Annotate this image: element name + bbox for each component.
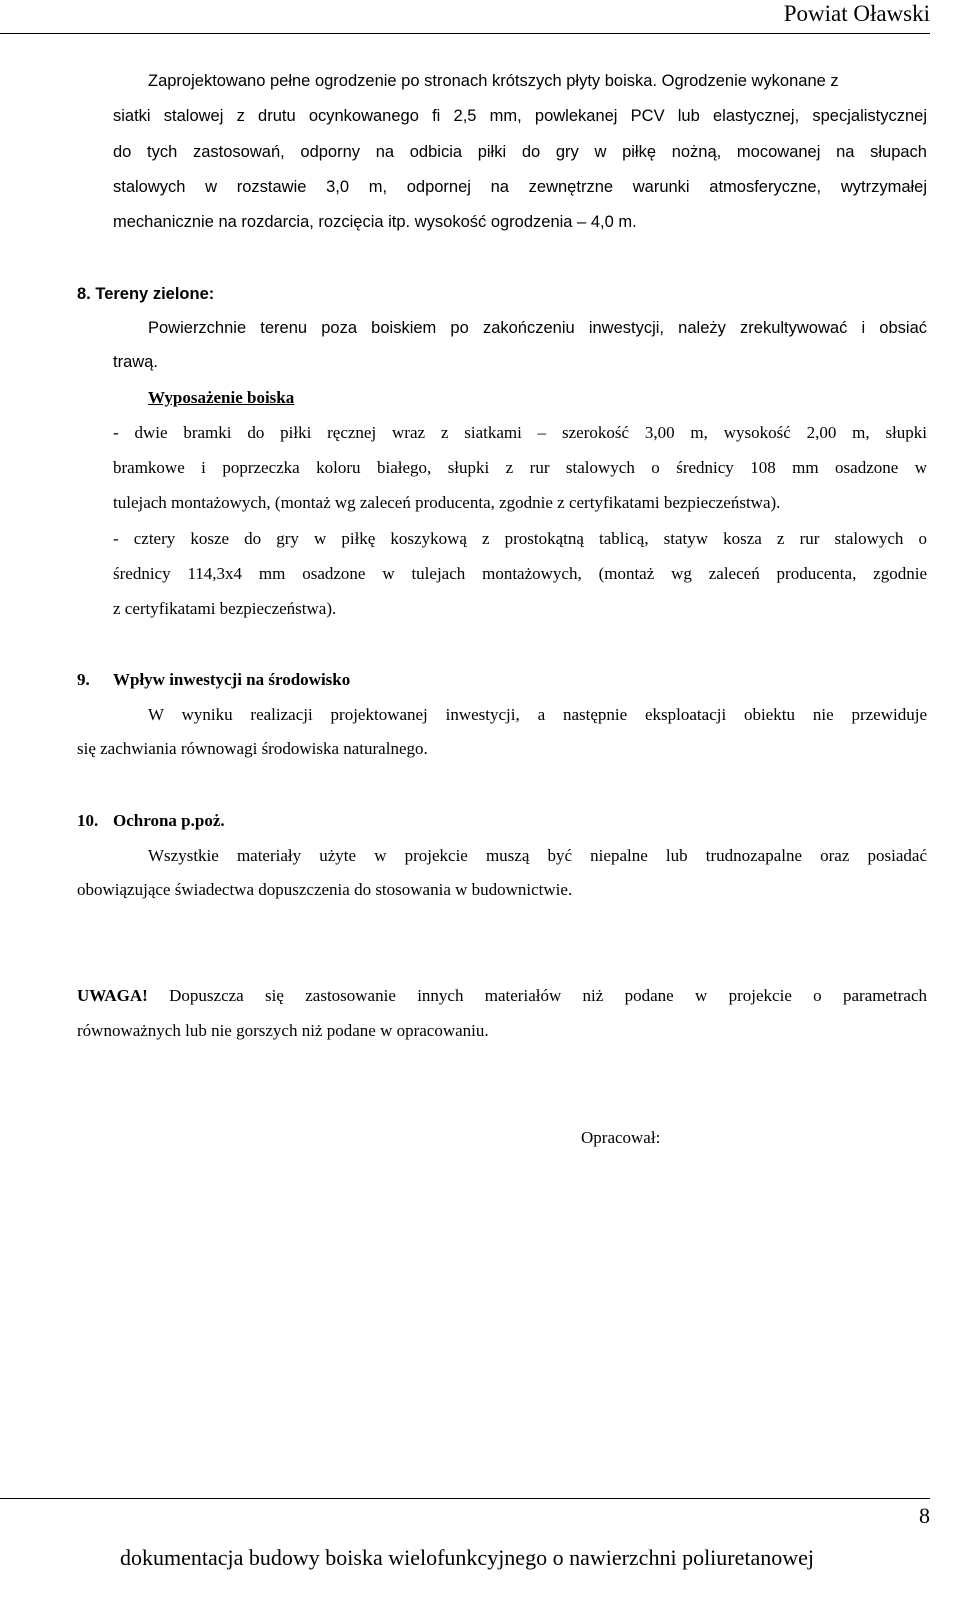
section-10-line-2: obowiązujące świadectwa dopuszczenia do stosowania w budownictwie. xyxy=(77,880,573,899)
intro-line-4: stalowych w rozstawie 3,0 m, odpornej na zewnętrzne warunki atmosferyczne, wytrzymałej xyxy=(113,178,927,196)
section-9-number: 9. xyxy=(77,670,90,689)
section-9-line-2: się zachwiania równowagi środowiska naturalnego. xyxy=(77,739,428,758)
equipment-line-2: bramkowe i poprzeczka koloru białego, słupki z rur stalowych o średnicy 108 mm osadzone w xyxy=(113,458,927,477)
equipment-heading: Wyposażenie boiska xyxy=(148,388,295,407)
note-text: Dopuszcza się zastosowanie innych materiałów niż podane w projekcie o parametrach xyxy=(169,986,927,1005)
section-10-line-1: Wszystkie materiały użyte w projekcie muszą być niepalne lub trudnozapalne oraz posiadać xyxy=(148,846,927,865)
footer-text: dokumentacja budowy boiska wielofunkcyjnego o nawierzchni poliuretanowej xyxy=(120,1545,815,1570)
section-8-line-2: trawą. xyxy=(113,353,158,371)
note-label: UWAGA! xyxy=(77,986,148,1005)
section-8-heading: 8. Tereny zielone: xyxy=(77,285,215,303)
section-8-line-1: Powierzchnie terenu poza boiskiem po zakończeniu inwestycji, należy zrekultywować i obsiać xyxy=(148,319,927,337)
equipment-line-3: tulejach montażowych, (montaż wg zaleceń producenta, zgodnie z certyfikatami bezpieczeństwa). xyxy=(113,493,781,512)
intro-line-1: Zaprojektowano pełne ogrodzenie po stronach krótszych płyty boiska. Ogrodzenie wykonane z xyxy=(148,72,839,90)
footer-divider xyxy=(0,1498,930,1499)
section-10-heading: Ochrona p.poż. xyxy=(113,811,225,830)
signature-label: Opracował: xyxy=(581,1128,661,1147)
equipment-line-1: - dwie bramki do piłki ręcznej wraz z siatkami – szerokość 3,00 m, wysokość 2,00 m, słupki xyxy=(113,423,927,442)
note-line-2: równoważnych lub nie gorszych niż podane w opracowaniu. xyxy=(77,1021,489,1040)
intro-line-2: siatki stalowej z drutu ocynkowanego fi 2,5 mm, powlekanej PCV lub elastycznej, specjalistycznej xyxy=(113,107,927,125)
section-9-heading: Wpływ inwestycji na środowisko xyxy=(113,670,351,689)
equipment-line-4: - cztery kosze do gry w piłkę koszykową z prostokątną tablicą, statyw kosza z rur stalowych o xyxy=(113,529,927,548)
equipment-line-5: średnicy 114,3x4 mm osadzone w tulejach montażowych, (montaż wg zaleceń producenta, zgodnie xyxy=(113,564,927,583)
section-9-line-1: W wyniku realizacji projektowanej inwestycji, a następnie eksploatacji obiektu nie przewiduje xyxy=(148,705,927,724)
intro-line-5: mechanicznie na rozdarcia, rozcięcia itp. wysokość ogrodzenia – 4,0 m. xyxy=(113,213,637,231)
intro-line-3: do tych zastosowań, odporny na odbicia piłki do gry w piłkę nożną, mocowanej na słupach xyxy=(113,143,927,161)
equipment-line-6: z certyfikatami bezpieczeństwa). xyxy=(113,599,337,618)
page-header-title: Powiat Oławski xyxy=(783,1,930,26)
page-number: 8 xyxy=(919,1503,930,1528)
section-10-number: 10. xyxy=(77,811,99,830)
header-divider xyxy=(0,33,930,34)
note-line-1 xyxy=(77,986,927,1006)
